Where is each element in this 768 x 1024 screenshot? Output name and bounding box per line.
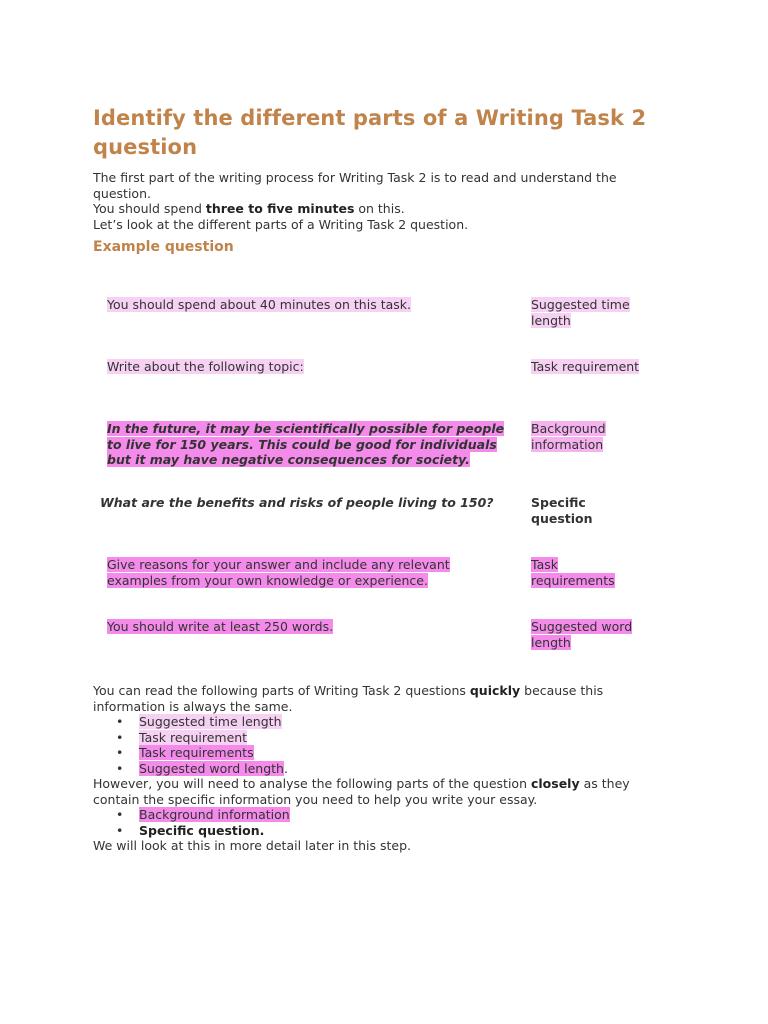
example-question-text: In the future, it may be scientifically possible for people to live for 150 years. This could be good for individuals but it may have negative consequences for society. <box>107 421 505 467</box>
outro-paragraph-3: We will look at this in more detail later in this step. <box>93 838 412 853</box>
example-label: Task requirement <box>531 359 640 374</box>
example-question-text: You should spend about 40 minutes on this task. <box>107 297 411 312</box>
list-item: • Task requirements <box>116 745 254 760</box>
example-label: Suggested word length <box>531 619 633 650</box>
list-item: • Task requirement <box>116 729 248 745</box>
example-question-text: Give reasons for your answer and include any relevant examples from your own knowledge or experience. <box>107 557 450 588</box>
document-content <box>93 104 678 854</box>
analyse-list <box>93 807 678 838</box>
example-question-text: Write about the following topic: <box>107 359 304 374</box>
intro-emphasis: three to five minutes <box>205 201 355 216</box>
list-item: • Specific question. <box>116 822 265 838</box>
list-item: • Background information <box>116 807 290 822</box>
example-label: Specific question <box>531 495 593 526</box>
outro-paragraph-1: You can read the following parts of Writing Task 2 questions quickly because this information is always the same. <box>93 683 604 714</box>
list-item: • Suggested word length. <box>116 760 288 776</box>
example-heading: Example question <box>93 239 234 255</box>
example-label: Suggested time length <box>531 297 630 328</box>
list-item: • Suggested time length <box>116 714 282 729</box>
intro-line-1: The first part of the writing process for Writing Task 2 is to read and understand the question. <box>93 170 617 201</box>
intro-line-2: You should spend three to five minutes on this. <box>93 201 405 216</box>
outro-section <box>93 683 678 854</box>
example-label: Task requirements <box>531 557 615 588</box>
example-label: Background information <box>531 421 606 452</box>
example-question-text: What are the benefits and risks of people living to 150? <box>100 495 494 510</box>
intro-line-3: Let’s look at the different parts of a Writing Task 2 question. <box>93 216 469 232</box>
example-question-table <box>93 265 678 673</box>
intro-section <box>93 170 678 232</box>
quick-read-list <box>93 714 678 776</box>
outro-paragraph-2: However, you will need to analyse the following parts of the question closely as they contain the specific information you need to help you write your essay. <box>93 776 630 807</box>
example-question-text: You should write at least 250 words. <box>107 619 334 634</box>
page-title: Identify the different parts of a Writing Task 2 question <box>93 106 647 159</box>
